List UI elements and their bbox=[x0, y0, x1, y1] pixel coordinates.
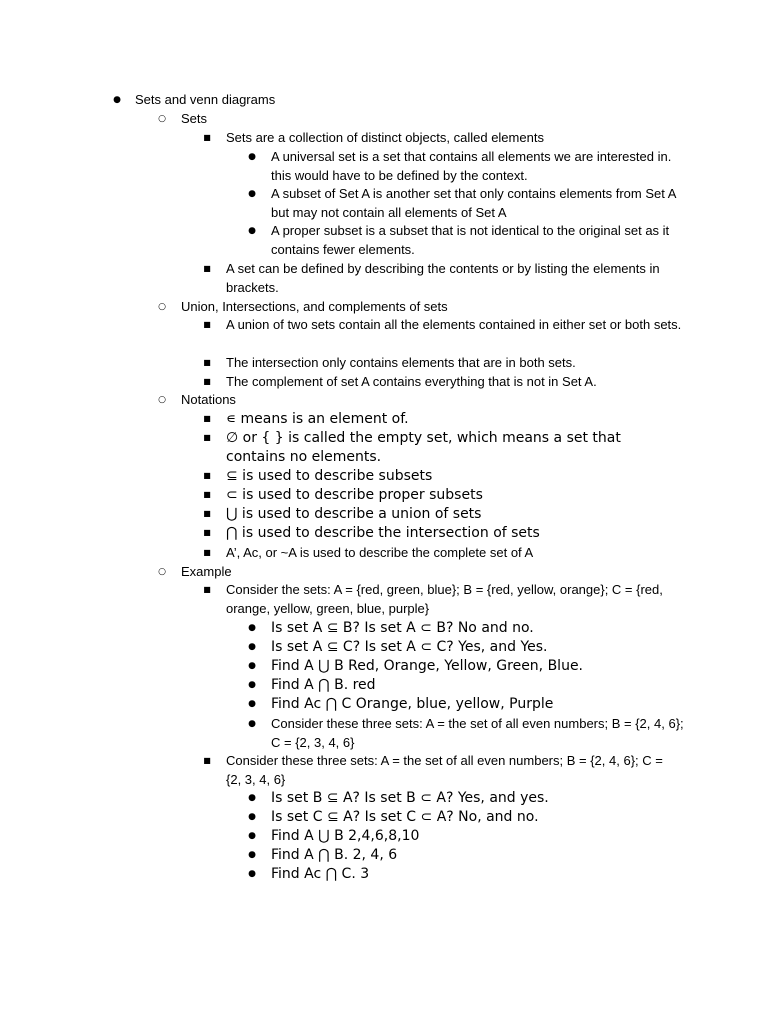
bullet-circle bbox=[155, 563, 169, 582]
union-heading: Union, Intersections, and complements of sets bbox=[181, 299, 448, 314]
example-q3: Find A ⋃ B Red, Orange, Yellow, Green, Blue. bbox=[271, 658, 584, 674]
notation-subset: ⊆ is used to describe subsets bbox=[226, 468, 433, 484]
intersection-definition: The intersection only contains elements that are in both sets. bbox=[226, 355, 576, 370]
sets-collection: Sets are a collection of distinct objects, called elements bbox=[226, 130, 544, 145]
bullet-disc bbox=[245, 638, 259, 657]
bullet-disc bbox=[245, 846, 259, 865]
sets-subset: A subset of Set A is another set that only contains elements from Set A but may not contain all elements of Set A bbox=[271, 186, 676, 220]
notation-proper-subset: ⊂ is used to describe proper subsets bbox=[226, 487, 483, 503]
bullet-disc bbox=[245, 695, 259, 714]
bullet-square bbox=[200, 544, 214, 563]
notation-element: ∊ means is an element of. bbox=[226, 411, 409, 427]
bullet-square bbox=[200, 524, 214, 543]
bullet-square bbox=[200, 752, 214, 771]
bullet-disc bbox=[110, 91, 124, 110]
notation-union: ⋃ is used to describe a union of sets bbox=[226, 506, 482, 522]
bullet-square bbox=[200, 316, 214, 335]
example-consider-1: Consider the sets: A = {red, green, blue}; B = {red, yellow, orange}; C = {red, orange, yellow, green, blue, purple} bbox=[226, 582, 663, 616]
example-r4: Find A ⋂ B. 2, 4, 6 bbox=[271, 847, 398, 863]
bullet-disc bbox=[245, 808, 259, 827]
bullet-square bbox=[200, 505, 214, 524]
bullet-circle bbox=[155, 298, 169, 317]
bullet-circle bbox=[155, 391, 169, 410]
bullet-disc bbox=[245, 789, 259, 808]
example-r1: Is set B ⊆ A? Is set B ⊂ A? Yes, and yes. bbox=[271, 790, 549, 806]
example-consider-2: Consider these three sets: A = the set of all even numbers; B = {2, 4, 6}; C = {2, 3, 4, 6} bbox=[226, 753, 663, 787]
bullet-square bbox=[200, 467, 214, 486]
sets-proper-subset: A proper subset is a subset that is not identical to the original set as it contains fewer elements. bbox=[271, 223, 670, 257]
notation-intersection: ⋂ is used to describe the intersection of sets bbox=[226, 525, 540, 541]
example-r5: Find Ac ⋂ C. 3 bbox=[271, 866, 370, 882]
example-q2: Is set A ⊆ C? Is set A ⊂ C? Yes, and Yes. bbox=[271, 639, 548, 655]
bullet-disc bbox=[245, 676, 259, 695]
bullet-square bbox=[200, 410, 214, 429]
bullet-disc bbox=[245, 148, 259, 167]
notations-heading: Notations bbox=[181, 392, 236, 407]
example-r2: Is set C ⊆ A? Is set C ⊂ A? No, and no. bbox=[271, 809, 539, 825]
example-q6: Consider these three sets: A = the set of all even numbers; B = {2, 4, 6}; C = {2, 3, 4, 6} bbox=[271, 716, 684, 750]
complement-definition: The complement of set A contains everything that is not in Set A. bbox=[226, 374, 597, 389]
notation-empty-set: ∅ or { } is called the empty set, which means a set that contains no elements. bbox=[226, 430, 621, 466]
example-q1: Is set A ⊆ B? Is set A ⊂ B? No and no. bbox=[271, 620, 534, 636]
notation-complement: A’, Ac, or ~A is used to describe the complete set of A bbox=[226, 545, 534, 560]
bullet-square bbox=[200, 260, 214, 279]
example-heading: Example bbox=[181, 564, 232, 579]
bullet-disc bbox=[245, 185, 259, 204]
example-q5: Find Ac ⋂ C Orange, blue, yellow, Purple bbox=[271, 696, 554, 712]
outline-l1-title: Sets and venn diagrams bbox=[135, 92, 276, 107]
bullet-square bbox=[200, 354, 214, 373]
union-definition: A union of two sets contain all the elements contained in either set or both sets. bbox=[226, 317, 682, 332]
bullet-disc bbox=[245, 657, 259, 676]
bullet-disc bbox=[245, 827, 259, 846]
bullet-disc bbox=[245, 865, 259, 884]
bullet-square bbox=[200, 373, 214, 392]
bullet-square bbox=[200, 429, 214, 448]
bullet-disc bbox=[245, 715, 259, 734]
example-r3: Find A ⋃ B 2,4,6,8,10 bbox=[271, 828, 420, 844]
sets-universal: A universal set is a set that contains all elements we are interested in. this would have to be defined by the context. bbox=[271, 149, 672, 183]
sets-defined: A set can be defined by describing the contents or by listing the elements in brackets. bbox=[226, 261, 660, 295]
sets-heading: Sets bbox=[181, 111, 208, 126]
bullet-square bbox=[200, 129, 214, 148]
bullet-square bbox=[200, 486, 214, 505]
bullet-disc bbox=[245, 619, 259, 638]
bullet-disc bbox=[245, 222, 259, 241]
bullet-circle bbox=[155, 110, 169, 129]
bullet-square bbox=[200, 581, 214, 600]
example-q4: Find A ⋂ B. red bbox=[271, 677, 376, 693]
